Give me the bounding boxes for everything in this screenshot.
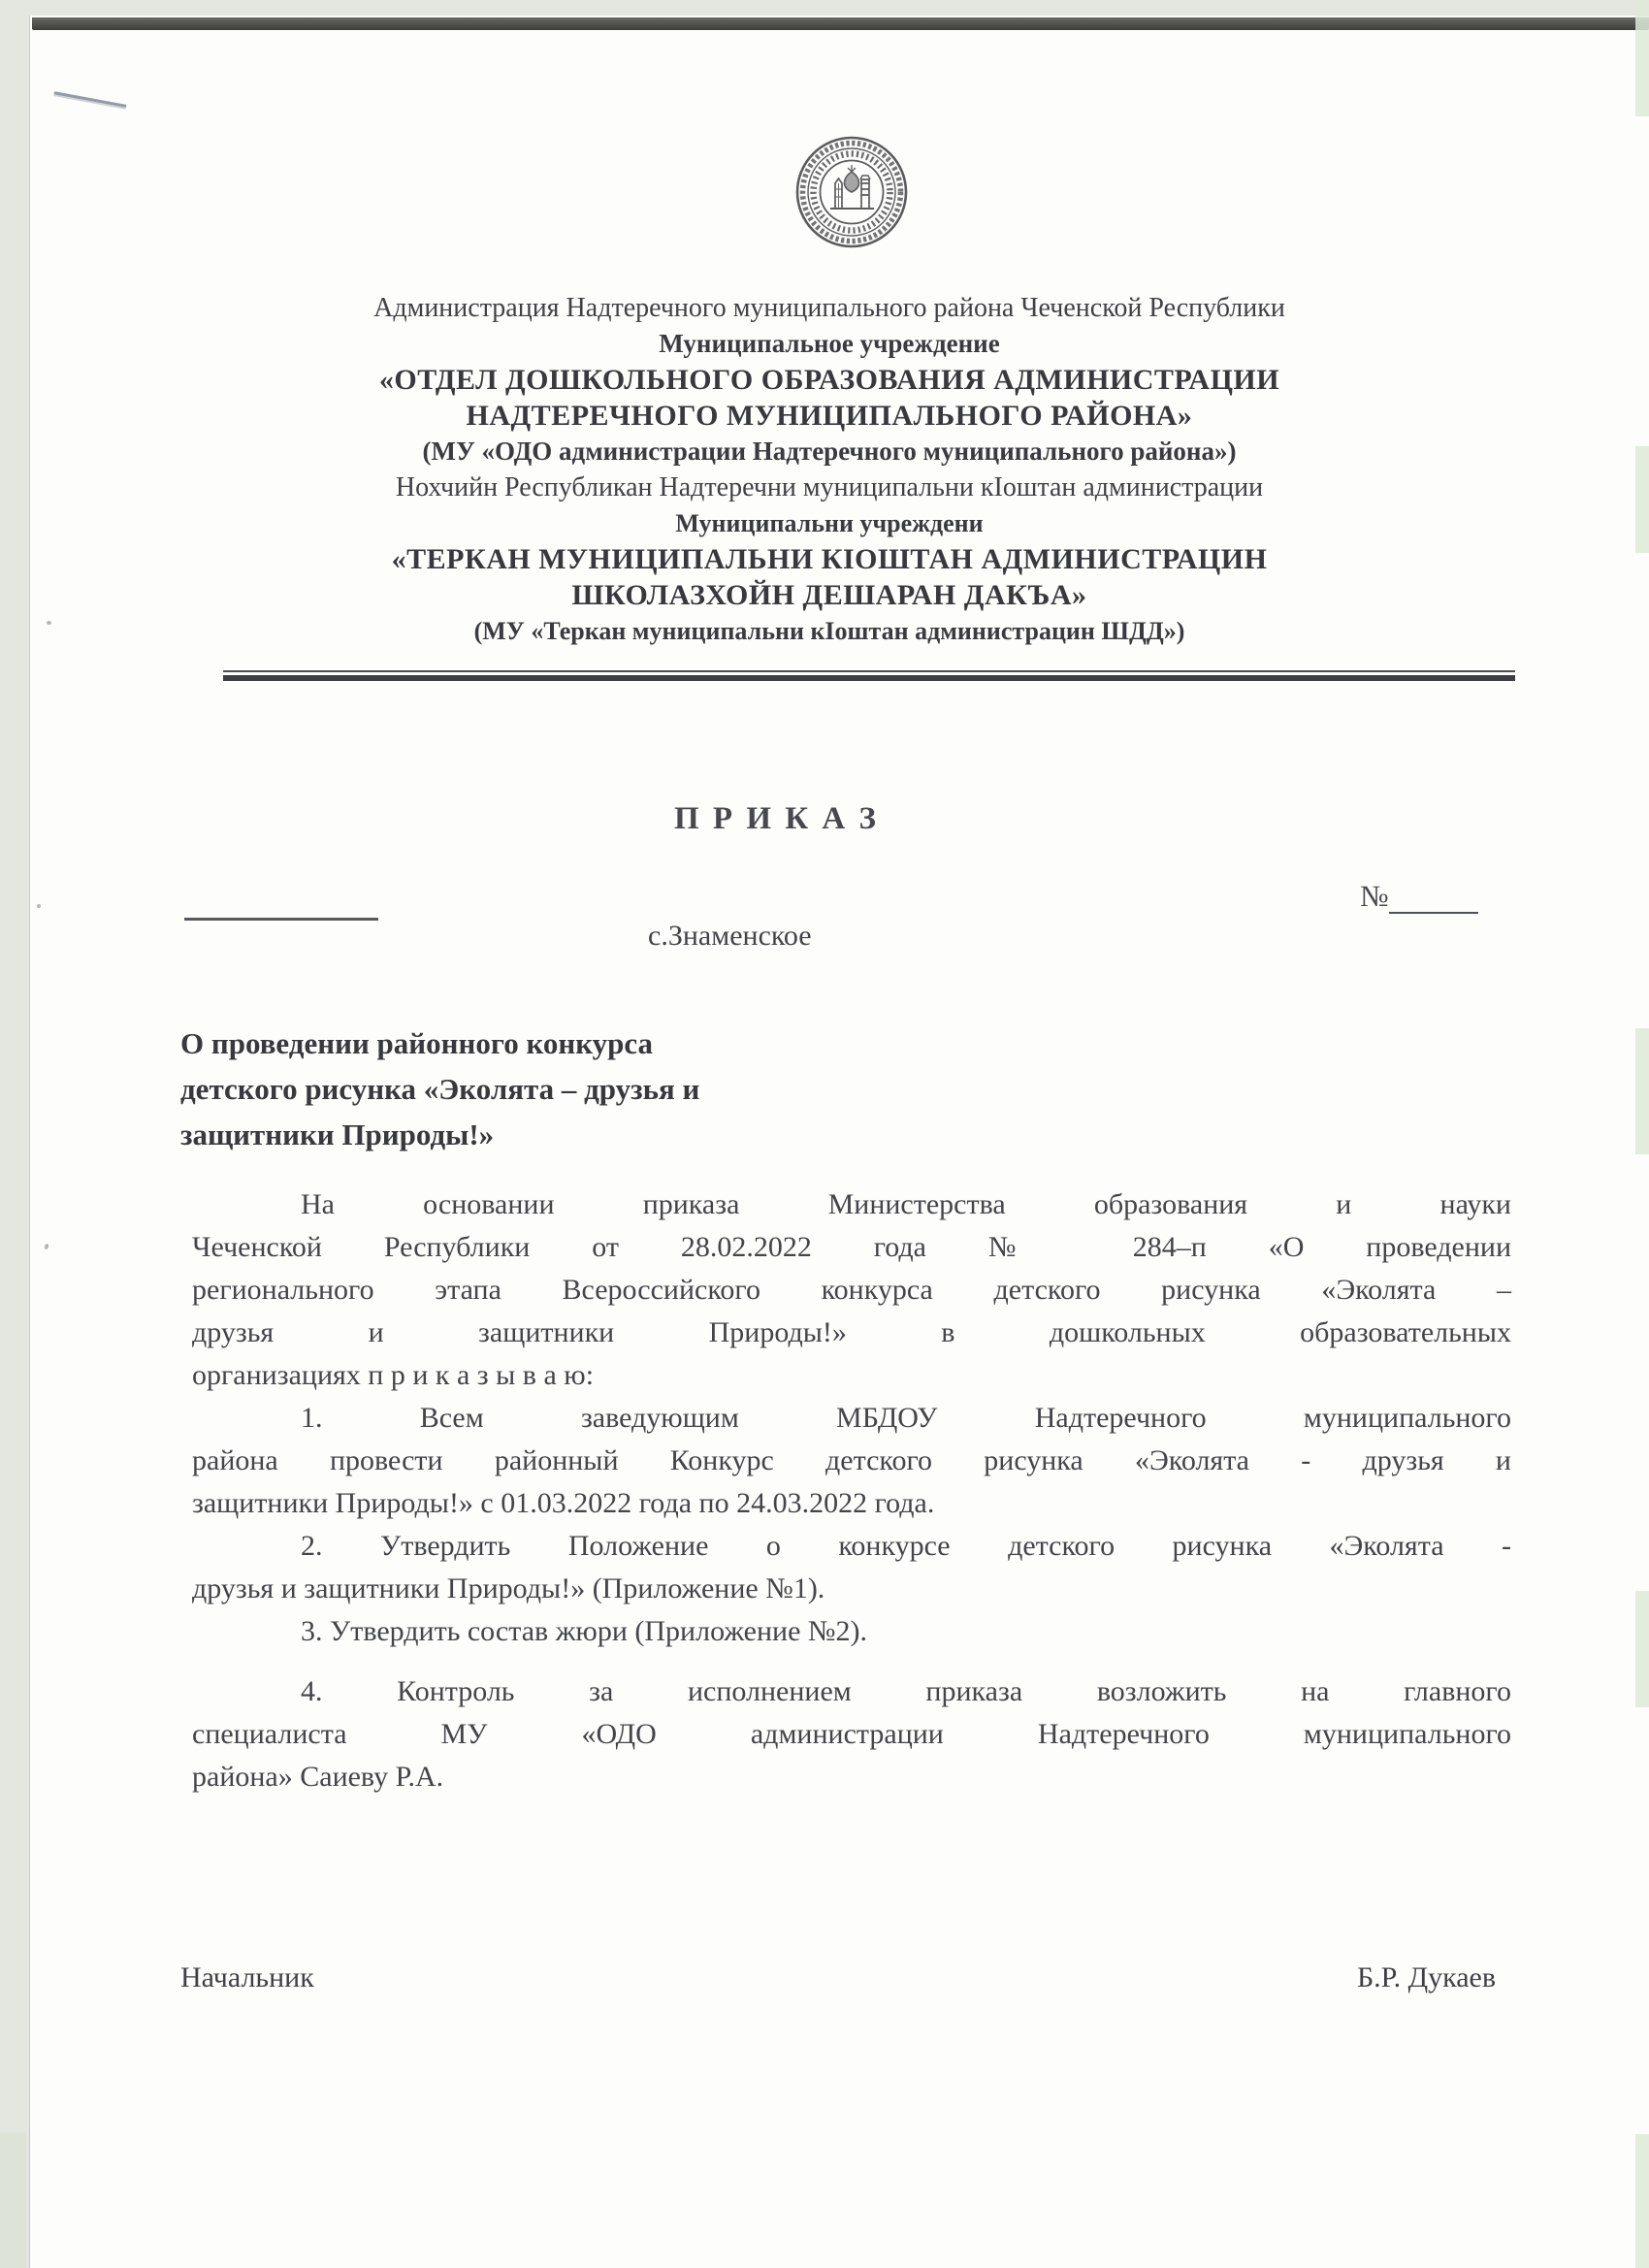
order-subject-line: детского рисунка «Эколята – друзья и [180,1072,700,1106]
body-paragraph [192,1610,1511,1653]
scan-edge-shadow [32,17,1649,30]
order-subject-line: О проведении районного конкурса [180,1026,654,1060]
paragraph-line: специалиста МУ «ОДО администрации Надтеречного муниципального [192,1718,1511,1750]
body-paragraph [192,1525,1511,1610]
letterhead-separator-rule [223,670,1515,681]
paragraph-line: организациях п р и к а з ы в а ю: [192,1359,595,1391]
letterhead-line: Муниципальное учреждение [659,329,1000,358]
order-place: с.Знаменское [648,920,812,952]
paragraph-line: защитники Природы!» с 01.03.2022 года по 24.03.2022 года. [192,1487,935,1519]
order-body [192,1183,1511,1798]
letterhead-line: «ТЕРКАН МУНИЦИПАЛЬНИ КІОШТАН АДМИНИСТРАЦИН [391,543,1268,575]
letterhead-line: (МУ «Теркан муниципальни кIоштан администрацин ШДД») [473,617,1185,645]
order-subject-line: защитники Природы!» [180,1118,495,1151]
signature-name: Б.Р. Дукаев [1356,1961,1496,1993]
paragraph-line: района провести районный Конкурс детского рисунка «Эколята - друзья и [192,1444,1511,1476]
scan-artifact [0,2132,26,2268]
paragraph-line: регионального этапа Всероссийского конкурса детского рисунка «Эколята – [192,1274,1511,1306]
order-number-label: № [1360,879,1389,913]
scan-artifact [1635,446,1649,553]
order-subject [180,1021,699,1157]
order-title: П Р И К А З [674,801,879,836]
letterhead-line: Администрация Надтеречного муниципального района Чеченской Республики [373,293,1285,323]
scan-speck [47,621,51,625]
letterhead-line: ШКОЛАЗХОЙН ДЕШАРАН ДАКЪА» [571,579,1087,611]
scan-artifact [1635,1591,1649,1707]
order-number-field [1360,879,1478,914]
letterhead-line: Нохчийн Республикан Надтеречни муниципальни кIоштан администрации [395,472,1264,502]
paragraph-line: района» Саиеву Р.А. [192,1761,444,1793]
letterhead-line: НАДТЕРЕЧНОГО МУНИЦИПАЛЬНОГО РАЙОНА» [466,400,1193,432]
paragraph-line: 3. Утвердить состав жюри (Приложение №2). [301,1615,868,1647]
letterhead [146,290,1513,649]
scan-speck [37,904,41,908]
signature-position: Начальник [180,1961,314,1993]
order-date-blank-line [184,918,378,921]
paragraph-line: 4. Контроль за исполнением приказа возложить на главного [301,1675,1511,1707]
scan-artifact [1635,1028,1649,1154]
paragraph-line: Чеченской Республики от 28.02.2022 года № 284–п «О проведении [192,1231,1511,1263]
paragraph-line: 1. Всем заведующим МБДОУ Надтеречного муниципального [301,1402,1511,1434]
body-paragraph [192,1670,1511,1798]
scan-artifact [1635,0,1649,116]
body-paragraph [192,1183,1511,1397]
letterhead-line: Муниципальни учреждени [675,509,984,537]
paragraph-line: 2. Утвердить Положение о конкурсе детского рисунка «Эколята - [301,1530,1511,1562]
chechen-republic-seal-icon [793,132,910,250]
letterhead-line: «ОТДЕЛ ДОШКОЛЬНОГО ОБРАЗОВАНИЯ АДМИНИСТРАЦИИ [378,364,1280,396]
paragraph-line: На основании приказа Министерства образования и науки [301,1188,1511,1220]
letterhead-line: (МУ «ОДО администрации Надтеречного муниципального района») [422,437,1237,466]
order-number-blank [1389,879,1478,914]
paragraph-line: друзья и защитники Природы!» в дошкольных образовательных [192,1316,1511,1348]
body-paragraph [192,1397,1511,1525]
paragraph-line: друзья и защитники Природы!» (Приложение №1). [192,1572,825,1604]
scan-artifact [1635,2134,1649,2268]
